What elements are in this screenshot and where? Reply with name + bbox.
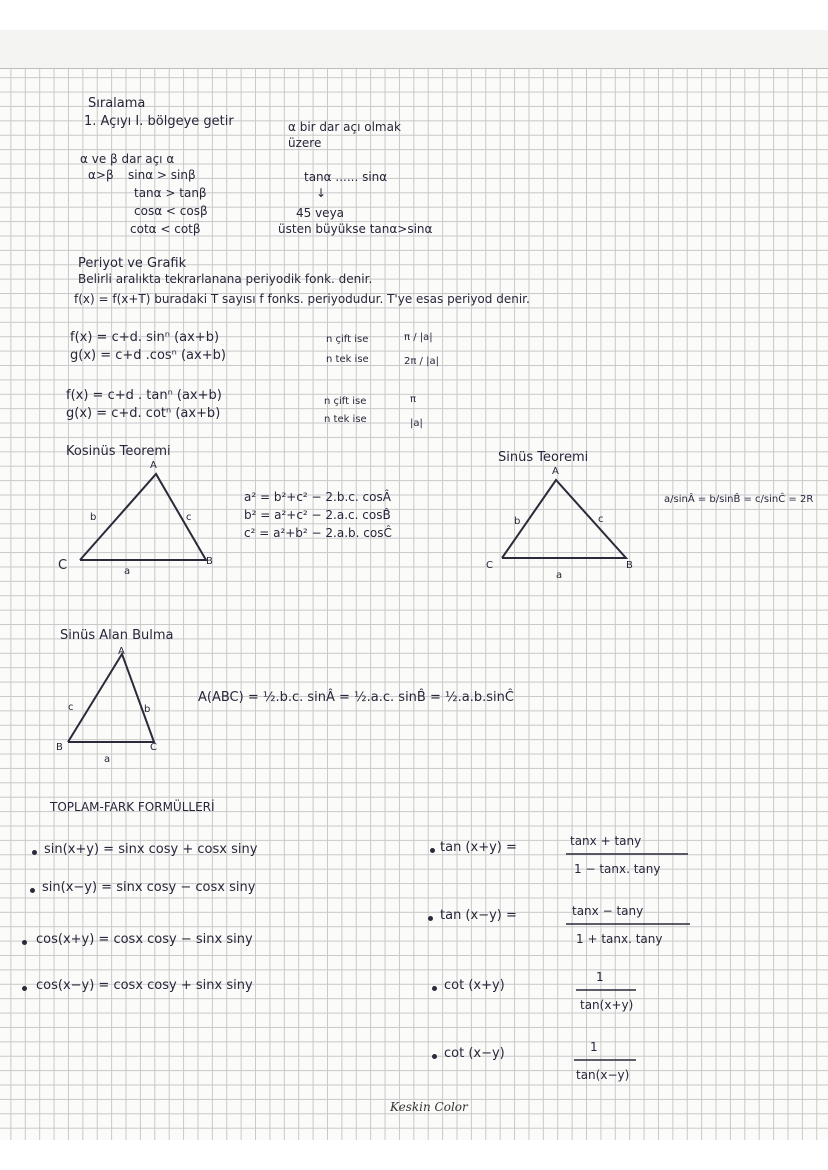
n-even-label-1: n çift ise: [326, 334, 369, 345]
sin-vertex-c: C: [486, 560, 493, 571]
tan-sum-fraction-bar: [566, 852, 696, 856]
cosine-theorem-title: Kosinüs Teoremi: [66, 444, 171, 459]
n-even-value-1: π / |a|: [404, 332, 433, 343]
page-header-strip: [0, 30, 828, 69]
bullet-dot: [22, 940, 27, 945]
tan-diff-fraction-bar: [566, 922, 696, 926]
compare-arrow: ↓: [316, 186, 327, 200]
sin-vertex-b: B: [626, 560, 633, 571]
rule-sin: sinα > sinβ: [128, 168, 196, 182]
condition-line-2: üzere: [288, 136, 322, 150]
cos-vertex-c: C: [58, 558, 68, 573]
area-vertex-c: C: [150, 742, 157, 753]
sin-side-b: b: [514, 516, 521, 527]
tan-diff-denominator: 1 + tanx. tany: [576, 932, 663, 946]
f-sin-formula: f(x) = c+d. sinⁿ (ax+b): [70, 330, 220, 345]
n-odd-label-2: n tek ise: [324, 414, 367, 425]
rule-tan: tanα > tanβ: [134, 186, 207, 200]
sine-area-formula: A(ABC) = ½.b.c. sinÂ = ½.a.c. sinB̂ = ½.a.b.sinĈ: [198, 690, 514, 705]
cot-diff-left: cot (x−y): [444, 1046, 505, 1061]
cot-diff-denominator: tan(x−y): [576, 1068, 630, 1082]
cos-sum-formula: cos(x+y) = cosx cosy − sinx siny: [36, 932, 253, 947]
bullet-dot: [430, 848, 435, 853]
tan-sum-numerator: tanx + tany: [570, 834, 642, 848]
area-side-a: a: [104, 754, 111, 765]
alpha-gt-beta: α>β: [88, 168, 114, 182]
n-odd-value-2: |a|: [410, 418, 423, 429]
condition-line-1: α bir dar açı olmak: [288, 120, 401, 134]
sin-sum-formula: sin(x+y) = sinx cosy + cosx siny: [44, 842, 258, 857]
ordering-given: α ve β dar açı α: [80, 152, 175, 166]
step-1-text: 1. Açıyı I. bölgeye getir: [84, 114, 234, 129]
tan-diff-numerator: tanx − tany: [572, 904, 644, 918]
cos-vertex-b: B: [206, 556, 213, 567]
sum-difference-title: TOPLAM-FARK FORMÜLLERİ: [50, 800, 215, 814]
rule-cos: cosα < cosβ: [134, 204, 208, 218]
cot-diff-numerator: 1: [590, 1040, 598, 1054]
g-cot-formula: g(x) = c+d. cotⁿ (ax+b): [66, 406, 221, 421]
cosine-eq-2: b² = a²+c² − 2.a.c. cosB̂: [244, 508, 391, 522]
n-odd-label-1: n tek ise: [326, 354, 369, 365]
cos-side-b: b: [90, 512, 97, 523]
bullet-dot: [30, 888, 35, 893]
area-vertex-a: A: [118, 646, 125, 657]
cosine-eq-1: a² = b²+c² − 2.b.c. cosÂ: [244, 490, 391, 504]
tan-diff-left: tan (x−y) =: [440, 908, 517, 923]
cosine-triangle: [60, 460, 230, 590]
bullet-dot: [432, 1054, 437, 1059]
sine-theorem-title: Sinüs Teoremi: [498, 450, 589, 465]
area-side-b: b: [144, 704, 151, 715]
sine-triangle: [490, 470, 640, 570]
bullet-dot: [22, 986, 27, 991]
area-side-c: c: [68, 702, 74, 713]
cot-sum-numerator: 1: [596, 970, 604, 984]
g-cos-formula: g(x) = c+d .cosⁿ (ax+b): [70, 348, 226, 363]
bullet-dot: [428, 916, 433, 921]
cot-diff-fraction-bar: [574, 1058, 654, 1062]
notebook-brand: Keskin Color: [390, 1100, 468, 1114]
sine-area-title: Sinüs Alan Bulma: [60, 628, 174, 643]
rule-cot: cotα < cotβ: [130, 222, 201, 236]
period-formula-line: f(x) = f(x+T) buradaki T sayısı f fonks. periyodudur. T'ye esas periyod denir.: [74, 292, 530, 306]
sin-side-a: a: [556, 570, 563, 581]
n-odd-value-1: 2π / |a|: [404, 356, 439, 367]
area-vertex-b: B: [56, 742, 63, 753]
n-even-label-2: n çift ise: [324, 396, 367, 407]
bullet-dot: [32, 850, 37, 855]
cos-side-a: a: [124, 566, 131, 577]
cos-vertex-a: A: [150, 460, 157, 471]
cot-sum-fraction-bar: [576, 988, 656, 992]
cot-sum-denominator: tan(x+y): [580, 998, 634, 1012]
compare-45: 45 veya: [296, 206, 345, 220]
n-even-value-2: π: [410, 394, 417, 405]
cot-sum-left: cot (x+y): [444, 978, 505, 993]
tan-sum-denominator: 1 − tanx. tany: [574, 862, 661, 876]
sine-theorem-formula: a/sinÂ = b/sinB̂ = c/sinĈ = 2R: [664, 494, 814, 505]
ordering-title: Sıralama: [88, 96, 146, 111]
cos-side-c: c: [186, 512, 192, 523]
tan-sum-left: tan (x+y) =: [440, 840, 517, 855]
period-title: Periyot ve Grafik: [78, 256, 187, 271]
cosine-eq-3: c² = a²+b² − 2.a.b. cosĈ: [244, 526, 392, 540]
compare-tan-sin: tanα ...... sinα: [304, 170, 388, 184]
f-tan-formula: f(x) = c+d . tanⁿ (ax+b): [66, 388, 222, 403]
sin-diff-formula: sin(x−y) = sinx cosy − cosx siny: [42, 880, 256, 895]
sin-side-c: c: [598, 514, 604, 525]
period-definition: Belirli aralıkta tekrarlanana periyodik fonk. denir.: [78, 272, 373, 286]
compare-conclusion: üsten büyükse tanα>sinα: [278, 222, 433, 236]
bullet-dot: [432, 986, 437, 991]
sin-vertex-a: A: [552, 466, 559, 477]
area-triangle: [62, 646, 182, 756]
cos-diff-formula: cos(x−y) = cosx cosy + sinx siny: [36, 978, 253, 993]
